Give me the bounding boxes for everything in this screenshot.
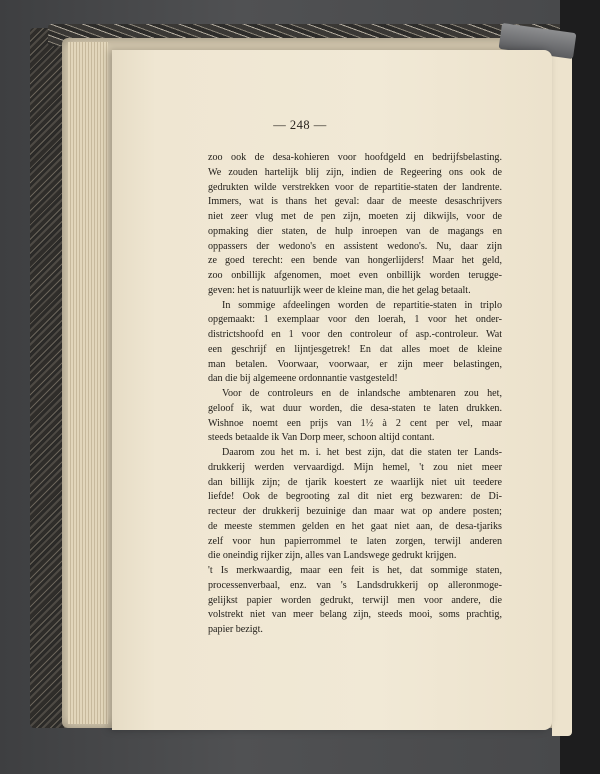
text-line: We zouden hartelijk blij zijn, indien de Regeering ons ook de — [208, 166, 502, 178]
text-line: gedrukten wilde verstrekken voor de repartitie-staten der landrente. — [208, 181, 502, 193]
text-line: de meeste stemmen gelden en het gaat niet aan, de desa-tjariks — [208, 520, 502, 532]
body-text — [208, 151, 502, 638]
text-line: ze goed terecht: een bende van hongerlijders! Maar het geld, — [208, 255, 502, 267]
text-line: zelf voor hun papierrommel te laten zorgen, terwijl anderen — [208, 535, 502, 547]
text-line: geloof ik, wat duur worden, die desa-staten te laten drukken. — [208, 402, 502, 414]
text-line: Daarom zou het m. i. het best zijn, dat die staten ter Lands- — [222, 447, 502, 458]
text-line: drukkerij werden vervaardigd. Mijn hemel, 't zou niet meer — [208, 461, 502, 473]
text-line: recteur der drukkerij bezuinige dan maar wat op andere posten; — [208, 506, 502, 517]
text-line: Wishnoe noemt een prijs van 1½ à 2 cent per vel, maar — [208, 417, 502, 429]
text-line: geven: het is natuurlijk weer de kleine man, die het gelag betaalt. — [208, 284, 471, 296]
text-line: zoo ook de desa-kohieren voor hoofdgeld en bedrijfsbelasting. — [208, 152, 502, 163]
text-line: processenverbaal, enz. van 's Landsdrukkerij op alleronmoge- — [208, 579, 502, 591]
text-line: man betalen. Voorwaar, voorwaar, er zijn meer belastingen, — [208, 358, 502, 370]
text-line: liefde! Ook de begrooting zal dit niet erg bezwaren: de Di- — [208, 491, 502, 503]
text-line: zoo onbillijk afgenomen, moet even onbillijk worden terugge- — [208, 270, 502, 281]
text-line: opmaking dier staten, de hulp inroepen van de magangs en — [208, 225, 502, 237]
text-line: gelijkst papier worden gedrukt, terwijl men voor andere, die — [208, 594, 502, 606]
text-line: 't Is merkwaardig, maar een feit is het, dat sommige staten, — [208, 565, 502, 576]
text-line: volstrekt niet van meer belang zijn, steeds mooi, soms prachtig, — [208, 609, 502, 621]
next-page-edge — [552, 46, 572, 736]
text-line: dan billijk zijn; de tjarik koestert ze waarlijk niet uit teedere — [208, 476, 502, 488]
text-line: In sommige afdeelingen worden de repartitie-staten in triplo — [222, 299, 502, 311]
text-line: districtshoofd en 1 voor den controleur of asp.-controleur. Wat — [208, 329, 502, 340]
text-line: die oneindig rijker zijn, alles van Landswege gedrukt krijgen. — [208, 550, 457, 562]
text-line: niet zeer vlug met de pen zijn, moeten zij dikwijls, voor de — [208, 211, 502, 222]
text-line: een geschrijf en lijntjesgetrek! En dat alles moet de kleine — [208, 343, 502, 355]
text-line: steeds betaalde ik Van Dorp meer, schoon altijd contant. — [208, 432, 435, 444]
text-line: dan die bij algemeene ordonnantie vastgesteld! — [208, 373, 398, 385]
page-number: — 248 — — [273, 118, 327, 132]
text-line: papier bezigt. — [208, 624, 263, 635]
text-line: oppassers der wedono's en assistent wedono's. Nu, daar zijn — [208, 240, 502, 252]
text-line: opgemaakt: 1 exemplaar voor den loerah, 1 voor het onder- — [208, 314, 502, 326]
text-line: Voor de controleurs en de inlandsche ambtenaren zou het, — [222, 388, 502, 399]
text-line: Immers, wat is thans het geval: daar de meeste desaschrijvers — [208, 196, 502, 208]
